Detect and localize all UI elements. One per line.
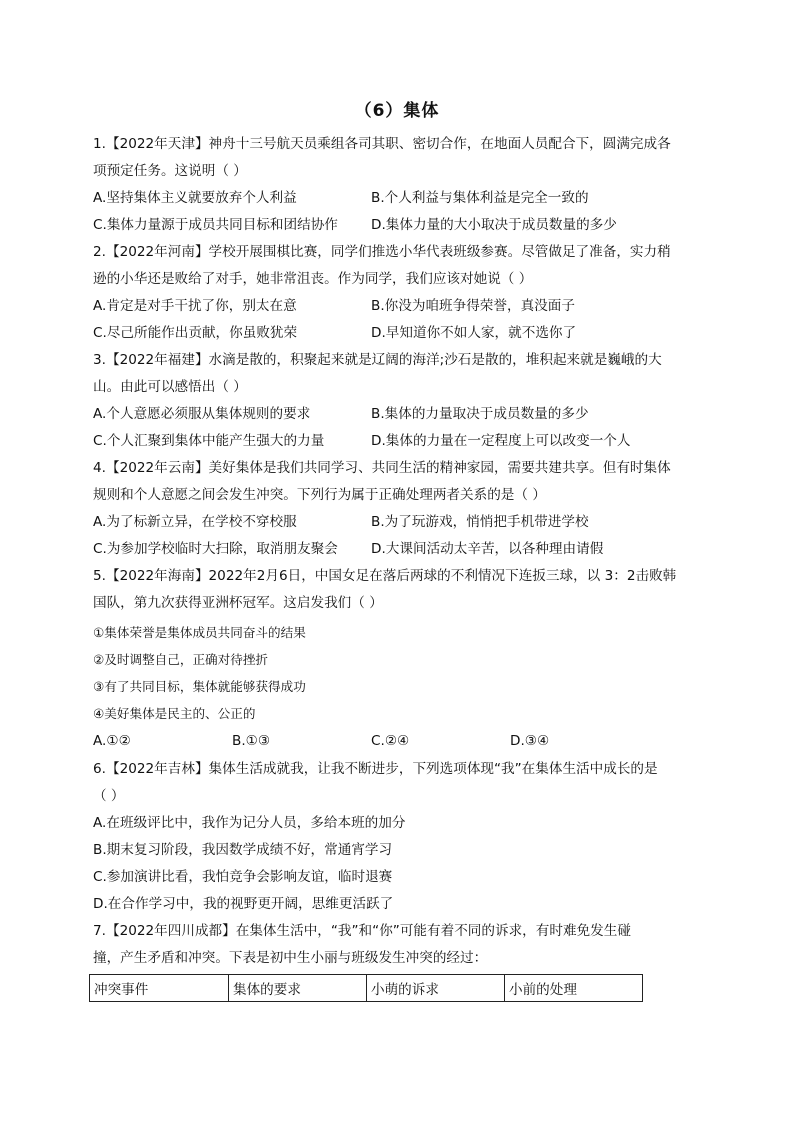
- q3-stem-line2: 山。由此可以感悟出（ ）: [93, 379, 247, 395]
- table-header-cell: 冲突事件: [90, 975, 229, 1002]
- q4-stem-line2: 规则和个人意愿之间会发生冲突。下列行为属于正确处理两者关系的是（ ）: [93, 487, 546, 503]
- q5-statement-4: ④美好集体是民主的、公正的: [93, 706, 256, 721]
- q5-option-d: D.③④: [510, 733, 550, 749]
- table-header-cell: 小前的处理: [505, 975, 643, 1002]
- q5-option-c: C.②④: [371, 733, 410, 749]
- q1-stem-line2: 项预定任务。这说明（ ）: [93, 163, 247, 179]
- q1-option-a: A.坚持集体主义就要放弃个人利益: [93, 190, 297, 206]
- q4-option-c: C.为参加学校临时大扫除，取消朋友聚会: [93, 541, 338, 557]
- q1-stem-line1: 1.【2022年天津】神舟十三号航天员乘组各司其职、密切合作，在地面人员配合下，圆满完成各: [93, 136, 671, 152]
- q4-stem-line1: 4.【2022年云南】美好集体是我们共同学习、共同生活的精神家园，需要共建共享。但有时集体: [93, 460, 671, 476]
- table-header-row: [90, 975, 643, 1002]
- q6-option-a: A.在班级评比中，我作为记分人员，多给本班的加分: [93, 815, 406, 831]
- q6-option-c: C.参加演讲比看，我怕竞争会影响友谊，临时退赛: [93, 869, 393, 885]
- q5-option-a: A.①②: [93, 733, 131, 749]
- q6-stem-line2: （ ）: [93, 788, 125, 804]
- q5-option-b: B.①③: [232, 733, 271, 749]
- q5-stem-line2: 国队，第九次获得亚洲杯冠军。这启发我们（ ）: [93, 595, 383, 611]
- table-header-cell: 小萌的诉求: [367, 975, 505, 1002]
- q2-stem-line2: 逊的小华还是败给了对手，她非常沮丧。作为同学，我们应该对她说（ ）: [93, 271, 533, 287]
- q3-stem-line1: 3.【2022年福建】水滴是散的，积聚起来就是辽阔的海洋;沙石是散的，堆积起来就是巍峨的大: [93, 352, 662, 368]
- q2-option-b: B.你没为咱班争得荣誉，真没面子: [371, 298, 575, 314]
- q2-option-a: A.肯定是对手干扰了你，别太在意: [93, 298, 297, 314]
- q3-option-d: D.集体的力量在一定程度上可以改变一个人: [371, 433, 631, 449]
- q6-option-b: B.期末复习阶段，我因数学成绩不好，常通宵学习: [93, 842, 393, 858]
- q5-statement-3: ③有了共同目标，集体就能够获得成功: [93, 679, 306, 694]
- q6-stem-line1: 6.【2022年吉林】集体生活成就我，让我不断进步，下列选项体现“我”在集体生活中成长的是: [93, 761, 658, 777]
- q3-option-a: A.个人意愿必须服从集体规则的要求: [93, 406, 311, 422]
- q3-option-b: B.集体的力量取决于成员数量的多少: [371, 406, 589, 422]
- q3-option-c: C.个人汇聚到集体中能产生强大的力量: [93, 433, 325, 449]
- q5-stem-line1: 5.【2022年海南】2022年2月6日，中国女足在落后两球的不利情况下连扳三球，以 3：2击败韩: [93, 568, 677, 584]
- q4-option-b: B.为了玩游戏，悄悄把手机带进学校: [371, 514, 589, 530]
- page-title: （6）集体: [354, 101, 440, 121]
- q4-option-a: A.为了标新立异，在学校不穿校服: [93, 514, 297, 530]
- q7-stem-line2: 撞，产生矛盾和冲突。下表是初中生小丽与班级发生冲突的经过：: [93, 950, 488, 966]
- q2-option-c: C.尽己所能作出贡献，你虽败犹荣: [93, 325, 298, 341]
- q5-statement-2: ②及时调整自己，正确对待挫折: [93, 652, 269, 667]
- q1-option-c: C.集体力量源于成员共同目标和团结协作: [93, 217, 338, 233]
- q2-stem-line1: 2.【2022年河南】学校开展围棋比赛，同学们推选小华代表班级参赛。尽管做足了准备，实力稍: [93, 244, 671, 260]
- q7-stem-line1: 7.【2022年四川成都】在集体生活中，“我”和“你”可能有着不同的诉求，有时难免发生碰: [93, 923, 631, 939]
- q2-option-d: D.早知道你不如人家，就不选你了: [371, 325, 577, 341]
- conflict-table: [89, 974, 643, 1002]
- table-header-cell: 集体的要求: [229, 975, 367, 1002]
- q5-statement-1: ①集体荣誉是集体成员共同奋斗的结果: [93, 625, 306, 640]
- q4-option-d: D.大课间活动太辛苦，以各种理由请假: [371, 541, 604, 557]
- q1-option-d: D.集体力量的大小取决于成员数量的多少: [371, 217, 617, 233]
- q1-option-b: B.个人利益与集体利益是完全一致的: [371, 190, 589, 206]
- q6-option-d: D.在合作学习中，我的视野更开阔，思维更活跃了: [93, 896, 394, 912]
